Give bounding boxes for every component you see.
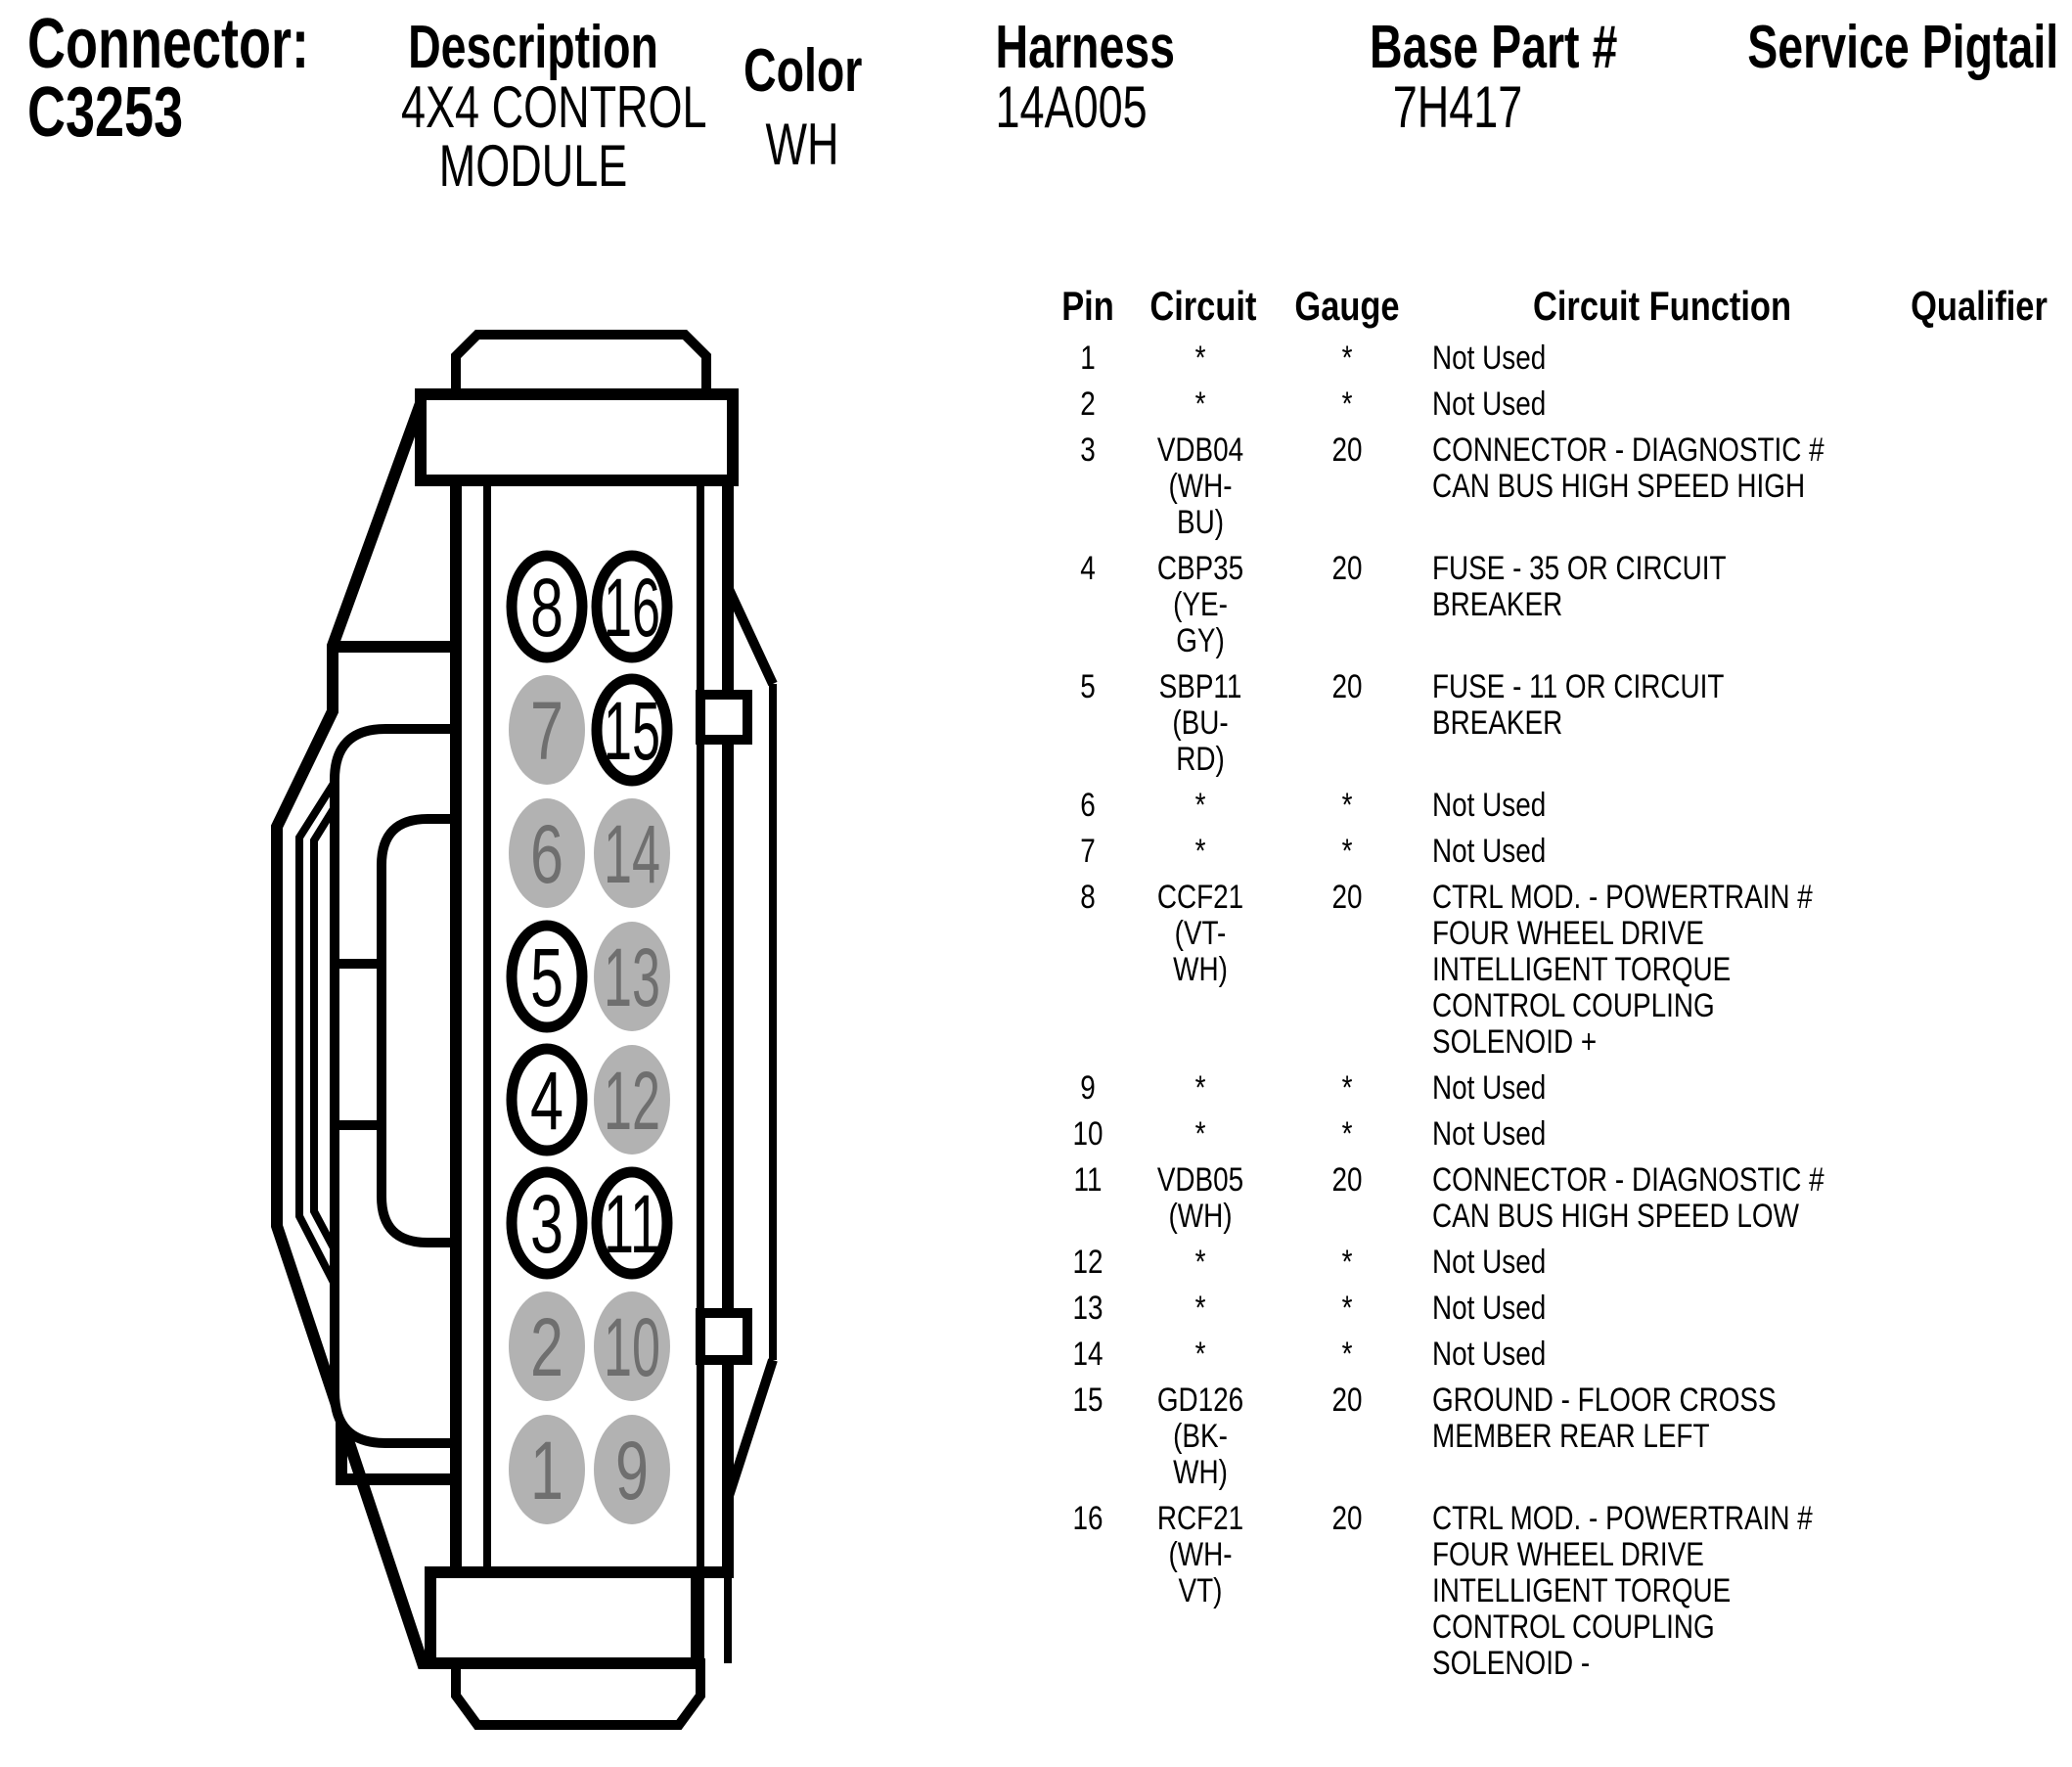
- table-row-pin-7: [1037, 834, 2066, 870]
- base-part-value: 7H417: [1392, 74, 1523, 140]
- housing-index-notch: [335, 964, 383, 1125]
- cell-circuit: VDB05 (WH): [1156, 1161, 1244, 1235]
- pin-1-number: 1: [530, 1425, 563, 1517]
- cell-circuit: *: [1194, 385, 1206, 423]
- top-tab: [456, 335, 706, 394]
- bottom-tab: [456, 1663, 700, 1725]
- table-row-pin-13: [1037, 1291, 2066, 1327]
- cell-pin: 11: [1073, 1161, 1103, 1199]
- cell-circuit: *: [1194, 1244, 1206, 1281]
- table-row-pin-12: [1037, 1245, 2066, 1281]
- col-header-qualifier: Qualifier: [1911, 283, 2048, 329]
- table-row-pin-1: [1037, 340, 2066, 377]
- table-row-pin-5: [1037, 669, 2066, 778]
- pin-8-number: 8: [530, 562, 563, 654]
- title-block: [27, 5, 403, 152]
- cell-function: Not Used: [1432, 1115, 1547, 1153]
- cell-pin: 4: [1080, 550, 1096, 587]
- cell-pin: 13: [1072, 1290, 1104, 1327]
- cell-circuit: *: [1194, 1069, 1206, 1107]
- pin-2-number: 2: [530, 1301, 563, 1393]
- cell-pin: 1: [1080, 340, 1096, 377]
- pin-table: [1037, 284, 2066, 1692]
- cell-function: Not Used: [1432, 1290, 1547, 1327]
- housing-cavity-inner: [382, 819, 456, 1243]
- pin-3-number: 3: [530, 1178, 563, 1270]
- cell-circuit: GD126 (BK-WH): [1156, 1382, 1244, 1491]
- right-latch-tab-lower: [700, 1313, 747, 1360]
- bottom-band: [430, 1572, 697, 1663]
- cell-gauge: *: [1341, 1115, 1353, 1153]
- cell-gauge: 20: [1331, 879, 1363, 916]
- description-label: Description: [408, 14, 658, 81]
- cell-pin: 7: [1080, 833, 1096, 870]
- cell-function: Not Used: [1432, 787, 1547, 824]
- service-pigtail-label: Service Pigtail: [1747, 14, 2059, 81]
- pin-6-number: 6: [530, 808, 563, 900]
- table-row-pin-16: [1037, 1501, 2066, 1682]
- color-label: Color: [743, 37, 863, 105]
- table-row-pin-11: [1037, 1162, 2066, 1235]
- cell-function: FUSE - 35 OR CIRCUIT BREAKER: [1432, 550, 1727, 623]
- cell-circuit: *: [1194, 833, 1206, 870]
- cell-pin: 3: [1080, 431, 1096, 469]
- color-value: WH: [765, 112, 839, 177]
- cell-gauge: 20: [1331, 668, 1363, 705]
- cell-function: FUSE - 11 OR CIRCUIT BREAKER: [1432, 668, 1725, 742]
- right-latch-tab-upper: [700, 695, 747, 740]
- pin-13-number: 13: [604, 931, 660, 1023]
- cell-gauge: *: [1341, 833, 1353, 870]
- table-row-pin-6: [1037, 788, 2066, 824]
- cell-gauge: 20: [1331, 1161, 1363, 1199]
- cell-pin: 6: [1080, 787, 1096, 824]
- cell-gauge: 20: [1331, 1500, 1363, 1537]
- col-header-gauge: Gauge: [1294, 283, 1400, 329]
- pin-16-number: 16: [604, 562, 660, 654]
- table-row-pin-2: [1037, 386, 2066, 423]
- table-row-pin-15: [1037, 1382, 2066, 1491]
- connector-id: C3253: [27, 73, 184, 152]
- pin-table-header: [1037, 284, 2066, 329]
- cell-circuit: *: [1194, 1115, 1206, 1153]
- table-row-pin-14: [1037, 1337, 2066, 1373]
- cell-pin: 5: [1080, 668, 1096, 705]
- table-row-pin-3: [1037, 432, 2066, 541]
- cell-gauge: 20: [1331, 550, 1363, 587]
- col-header-circuit-function: Circuit Function: [1532, 283, 1792, 329]
- cell-pin: 12: [1072, 1244, 1104, 1281]
- pin-11-number: 11: [604, 1178, 660, 1270]
- connector-diagram: [147, 323, 832, 1742]
- base-part-label: Base Part #: [1370, 14, 1618, 81]
- cell-gauge: *: [1341, 1244, 1353, 1281]
- cell-circuit: VDB04 (WH-BU): [1156, 431, 1244, 541]
- pin-14-number: 14: [604, 808, 660, 900]
- cell-function: Not Used: [1432, 1069, 1547, 1107]
- cell-gauge: *: [1341, 1290, 1353, 1327]
- cell-pin: 16: [1072, 1500, 1104, 1537]
- col-header-circuit: Circuit: [1149, 283, 1257, 329]
- cell-function: CONNECTOR - DIAGNOSTIC # CAN BUS HIGH SPEED HIGH: [1432, 431, 1824, 505]
- cell-gauge: *: [1341, 787, 1353, 824]
- cell-function: Not Used: [1432, 385, 1547, 423]
- cell-function: Not Used: [1432, 340, 1547, 377]
- table-row-pin-4: [1037, 551, 2066, 659]
- harness-label: Harness: [995, 14, 1176, 81]
- connector-body: [456, 480, 728, 1572]
- cell-gauge: *: [1341, 1069, 1353, 1107]
- harness-value: 14A005: [995, 74, 1148, 140]
- cell-function: CTRL MOD. - POWERTRAIN # FOUR WHEEL DRIVE INTELLIGENT TORQUE CONTROL COUPLING SOLENOID +: [1432, 879, 1813, 1061]
- cell-circuit: *: [1194, 787, 1206, 824]
- cell-pin: 9: [1080, 1069, 1096, 1107]
- pin-table-body: [1037, 340, 2066, 1682]
- right-profile-bottom-diagonal: [728, 1360, 773, 1499]
- pin-4-number: 4: [530, 1055, 563, 1147]
- cell-gauge: 20: [1331, 1382, 1363, 1419]
- table-row-pin-9: [1037, 1070, 2066, 1107]
- right-profile-top-diagonal: [728, 587, 773, 684]
- cell-function: CONNECTOR - DIAGNOSTIC # CAN BUS HIGH SPEED LOW: [1432, 1161, 1824, 1235]
- cell-pin: 8: [1080, 879, 1096, 916]
- table-row-pin-10: [1037, 1116, 2066, 1153]
- pin-5-number: 5: [530, 931, 563, 1023]
- pin-10-number: 10: [604, 1301, 660, 1393]
- cell-circuit: *: [1194, 1290, 1206, 1327]
- cell-function: CTRL MOD. - POWERTRAIN # FOUR WHEEL DRIVE INTELLIGENT TORQUE CONTROL COUPLING SOLENOID -: [1432, 1500, 1813, 1682]
- top-band: [421, 394, 733, 480]
- description-value: 4X4 CONTROL MODULE: [401, 74, 707, 199]
- cell-gauge: *: [1341, 340, 1353, 377]
- cell-function: Not Used: [1432, 1336, 1547, 1373]
- pin-12-number: 12: [604, 1055, 660, 1147]
- cell-circuit: *: [1194, 1336, 1206, 1373]
- table-row-pin-8: [1037, 880, 2066, 1061]
- cell-gauge: *: [1341, 385, 1353, 423]
- pin-15-number: 15: [604, 685, 660, 777]
- cell-pin: 14: [1072, 1336, 1104, 1373]
- cell-circuit: SBP11 (BU-RD): [1158, 668, 1242, 778]
- cell-function: Not Used: [1432, 833, 1547, 870]
- pin-9-number: 9: [615, 1425, 649, 1517]
- cell-function: GROUND - FLOOR CROSS MEMBER REAR LEFT: [1432, 1382, 1777, 1455]
- cell-function: Not Used: [1432, 1244, 1547, 1281]
- cell-pin: 2: [1080, 385, 1096, 423]
- cell-pin: 15: [1072, 1382, 1104, 1419]
- cell-gauge: *: [1341, 1336, 1353, 1373]
- col-header-pin: Pin: [1061, 283, 1114, 329]
- pin-7-number: 7: [530, 685, 563, 777]
- cell-pin: 10: [1072, 1115, 1104, 1153]
- connector-label: Connector:: [27, 5, 309, 83]
- cell-circuit: CBP35 (YE-GY): [1156, 550, 1244, 659]
- cell-circuit: CCF21 (VT-WH): [1156, 879, 1244, 988]
- cell-circuit: *: [1194, 340, 1206, 377]
- cell-circuit: RCF21 (WH-VT): [1156, 1500, 1244, 1609]
- cell-gauge: 20: [1331, 431, 1363, 469]
